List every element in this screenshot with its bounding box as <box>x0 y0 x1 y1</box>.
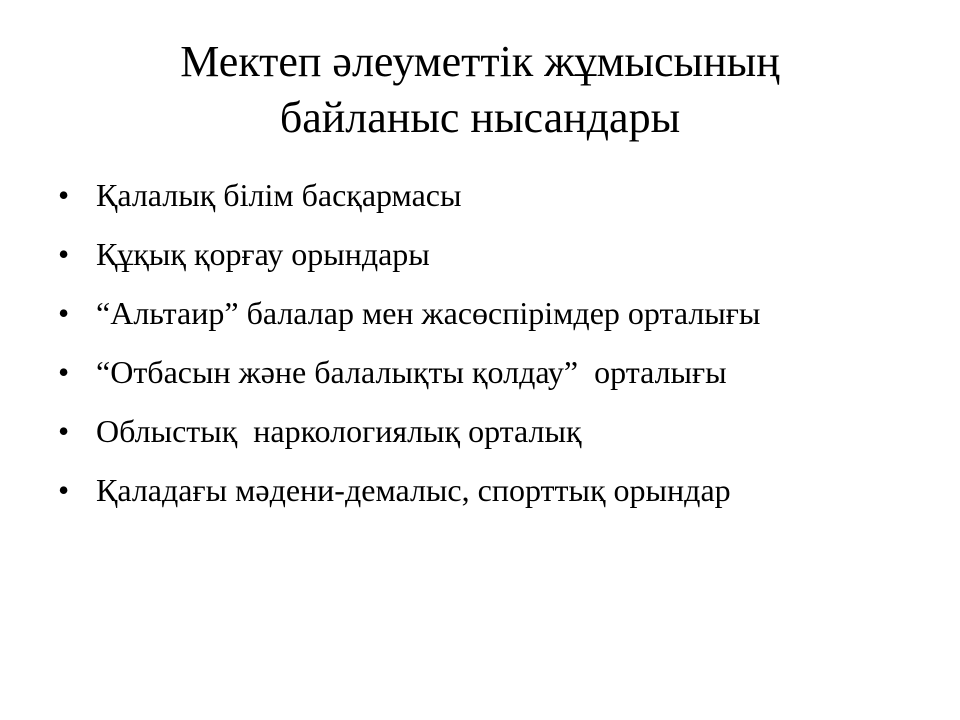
bullet-icon: • <box>58 295 70 331</box>
list-item <box>58 353 918 391</box>
bullet-icon: • <box>58 354 70 390</box>
bullet-icon: • <box>58 413 70 449</box>
list-item <box>58 294 918 332</box>
slide-title-line-2: байланыс нысандары <box>279 93 681 142</box>
slide-title-line-1: Мектеп әлеуметтік жұмысының <box>180 37 780 86</box>
list-item <box>58 471 918 509</box>
bullet-icon: • <box>58 472 70 508</box>
bullet-list <box>58 176 918 530</box>
bullet-icon: • <box>58 177 70 213</box>
bullet-text: “Альтаир” балалар мен жасөспірімдер орталығы <box>96 295 761 331</box>
list-item <box>58 412 918 450</box>
bullet-icon: • <box>58 236 70 272</box>
bullet-text: Қаладағы мәдени-демалыс, спорттық орындар <box>96 472 731 508</box>
bullet-text: Құқық қорғау орындары <box>96 236 430 272</box>
list-item <box>58 235 918 273</box>
bullet-text: Қалалық білім басқармасы <box>96 177 462 213</box>
list-item <box>58 176 918 214</box>
slide-title <box>48 34 912 146</box>
bullet-text: “Отбасын және балалықты қолдау” орталығы <box>96 354 727 390</box>
bullet-text: Облыстық наркологиялық орталық <box>96 413 582 449</box>
